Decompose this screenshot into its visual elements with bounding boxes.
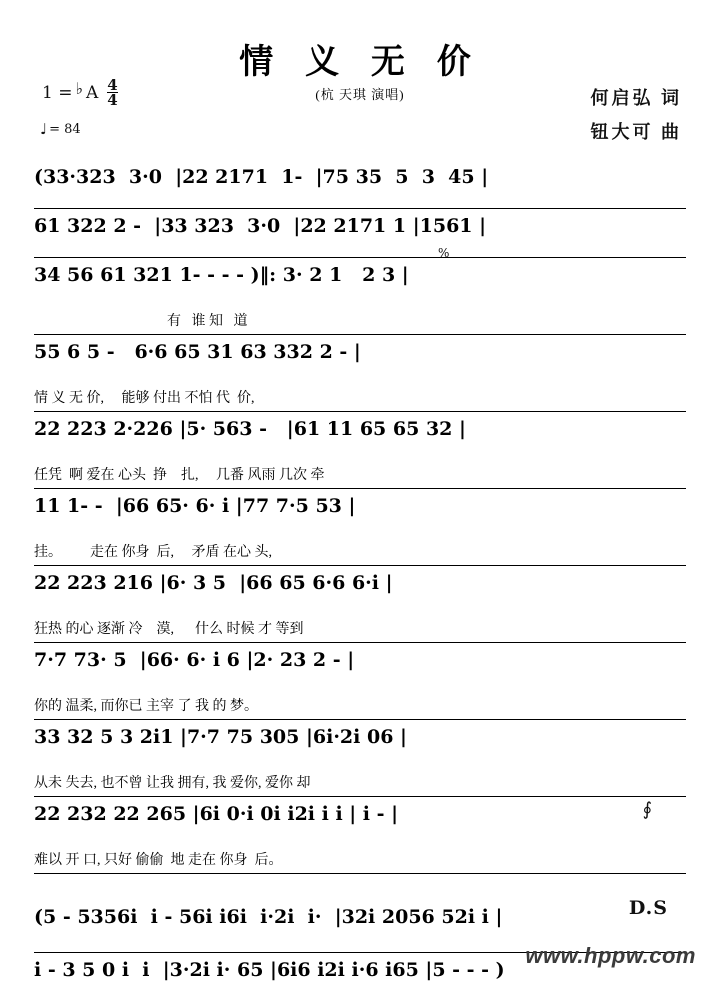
staff-system [34,797,686,874]
notation-row: 55 6 5 - 6·6 65 31 63 332 2 - | [34,341,361,363]
lyricist-credit: 何启弘 词 [590,88,682,108]
key-letter: A [86,82,99,103]
music-systems [34,160,686,1005]
lyric-row: 有 谁 知 道 [34,314,248,329]
staff-system [34,643,686,720]
time-signature-denominator: 4 [107,91,118,110]
lyric-row: 你的 温柔, 而你已 主宰 了 我 的 梦。 [34,699,258,714]
lyric-row: 从未 失去, 也不曾 让我 拥有, 我 爱你, 爱你 却 [34,776,311,791]
staff-system [34,160,686,209]
notation-row: 22 223 2·226 |5· 563 - |61 11 65 65 32 | [34,418,466,440]
performer-subtitle: (杭 天琪 演唱) [315,87,405,102]
notation-row: 33 32 5 3 2i1 |7·7 75 305 |6i·2i 06 | [34,726,407,748]
notation-row: 7·7 73· 5 |66· 6· i 6 |2· 23 2 - | [34,649,355,671]
composer-credit: 钮大可 曲 [590,122,682,142]
lyric-row: 挂。 走在 你身 后, 矛盾 在心 头, [34,545,272,560]
notation-row: i - 3 5 0 i i |3·2i i· 65 |6i6 i2i i·6 i65 |5 - - - ) [34,959,505,981]
notation-row: 34 56 61 321 1- - - - )‖: 3· 2 1 2 3 | [34,264,409,286]
lyric-row: 狂热 的心 逐渐 冷 漠, 什么 时候 才 等到 [34,622,304,637]
notation-row: (33·323 3·0 |22 2171 1- |75 35 5 3 45 | [34,166,489,188]
staff-system [34,566,686,643]
segno-mark: % [438,246,450,260]
notation-row: (5 - 5356i i - 56i i6i i·2i i· |32i 2056 52i i | [34,906,503,928]
page-title: 情 义 无 价 [239,42,481,82]
notation-row: 11 1- - |66 65· 6· i |77 7·5 53 | [34,495,356,517]
notation-row: 61 322 2 - |33 323 3·0 |22 2171 1 |1561 | [34,215,487,237]
staff-system [34,209,686,258]
staff-system [34,720,686,797]
staff-system [34,412,686,489]
lyric-row: 情 义 无 价, 能够 付出 不怕 代 价, [34,391,255,406]
tempo-marking [40,120,81,138]
dal-segno-mark: D.S [628,897,668,919]
time-signature [107,78,117,108]
staff-system [34,246,686,335]
staff-system [34,489,686,566]
key-prefix: 1 = [42,82,73,103]
breath-mark-icon: ∮ [642,799,652,819]
notation-row: 22 232 22 265 |6i 0·i 0i i2i i i | i - | [34,803,399,825]
lyric-row: 难以 开 口, 只好 偷偷 地 走在 你身 后。 [34,853,283,868]
key-signature [42,78,118,108]
staff-system [34,335,686,412]
flat-icon: ♭ [75,79,84,99]
notation-row: 22 223 216 |6· 3 5 |66 65 6·6 6·i | [34,572,393,594]
lyric-row: 任凭 啊 爱在 心头 挣 扎, 几番 风雨 几次 牵 [34,468,325,483]
time-signature-numerator: 4 [107,76,118,94]
tempo-value: = 84 [49,121,81,137]
watermark: www.hppw.com [525,943,696,968]
quarter-note-icon: ♩ [40,120,48,138]
